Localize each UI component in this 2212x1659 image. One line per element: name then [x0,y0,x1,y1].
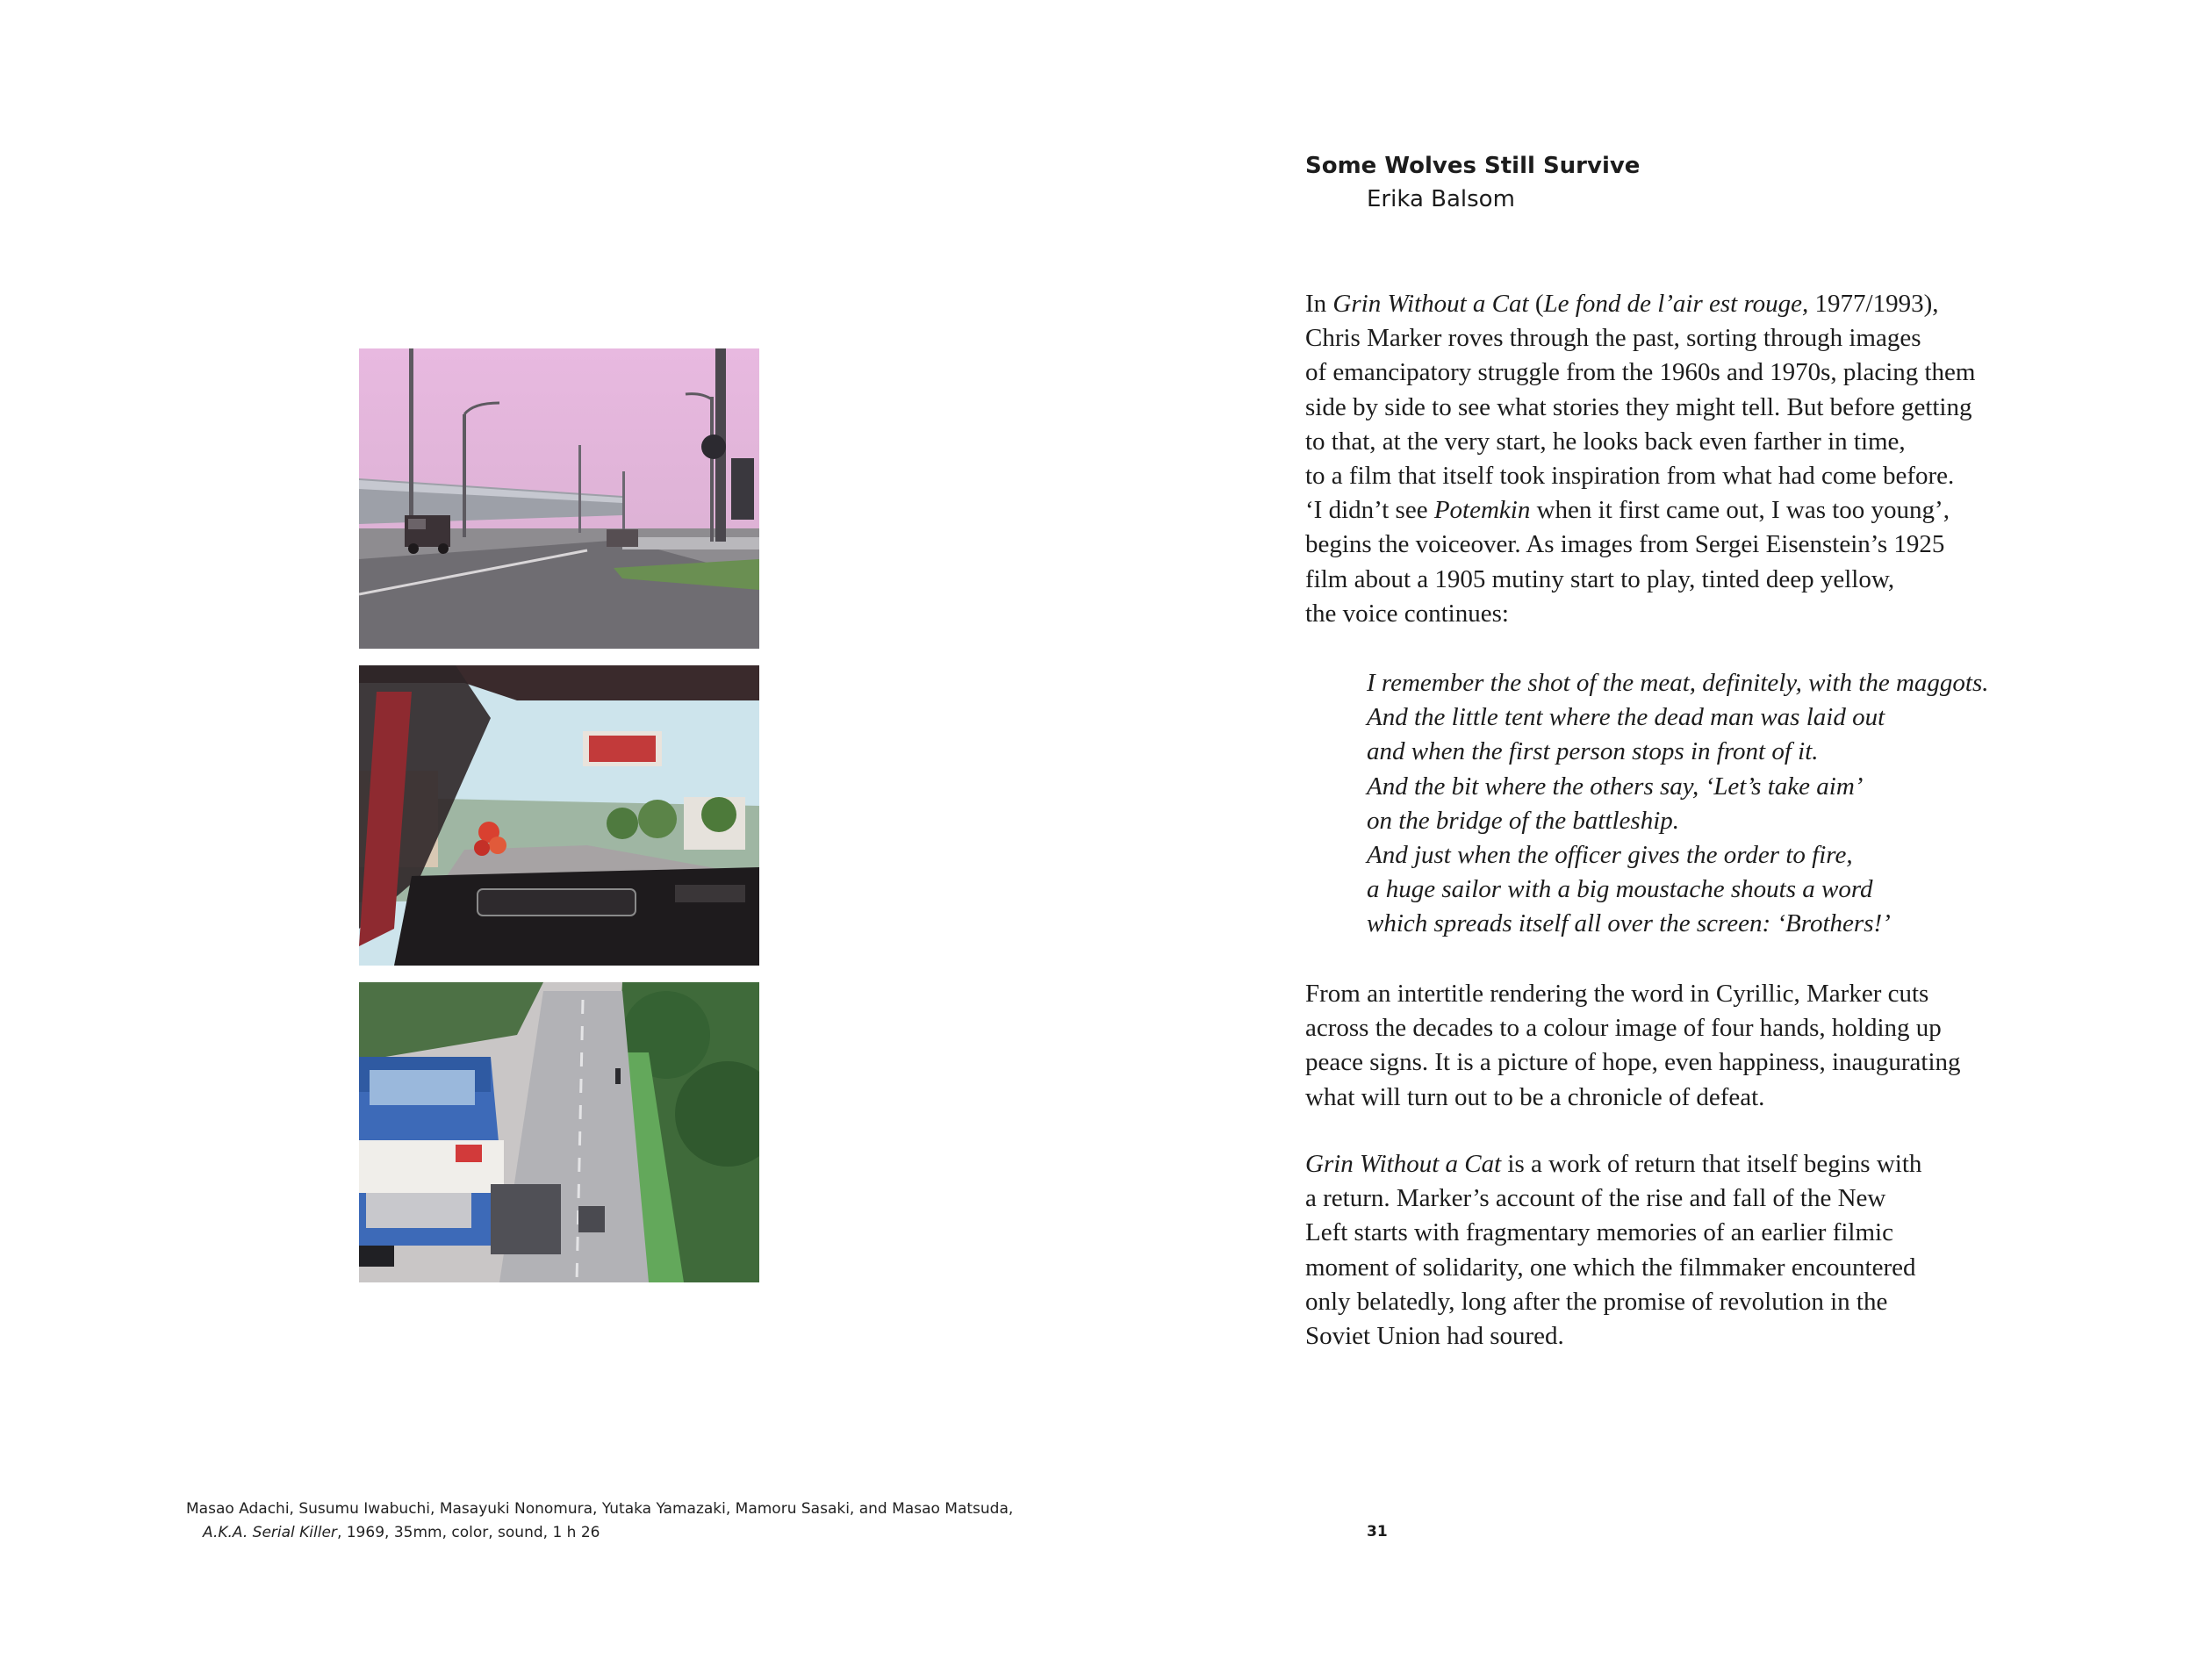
paragraph-1 [1305,287,2095,631]
caption-film-title: A.K.A. Serial Killer [203,1524,337,1541]
quote-line: I remember the shot of the meat, definitely, with the maggots. [1367,669,1989,697]
text-line: across the decades to a colour image of four hands, holding up [1305,1014,1942,1043]
film-title-italic: Grin Without a Cat [1332,290,1529,318]
caption-credits: Masao Adachi, Susumu Iwabuchi, Masayuki Nonomura, Yutaka Yamazaki, Mamoru Sasaki, and Masao Matsuda, [186,1500,1014,1518]
text-line [1305,1147,2095,1181]
text-line: what will turn out to be a chronicle of defeat. [1305,1082,1765,1111]
quote-line: a huge sailor with a big moustache shouts a word [1367,875,1873,904]
text-line: of emancipatory struggle from the 1960s and 1970s, placing them [1305,358,1976,387]
text-line: to that, at the very start, he looks back even farther in time, [1305,427,1906,456]
text-line: the voice continues: [1305,599,1509,628]
quote-line: And just when the officer gives the order to fire, [1367,841,1853,870]
block-quote [1367,666,2157,942]
text-line: a return. Marker’s account of the rise and fall of the New [1305,1184,1886,1213]
film-title-italic: Le fond de l’air est rouge, [1543,290,1809,318]
text-run: ( [1528,290,1544,318]
text-line [1305,493,2095,528]
caption-film-details [186,1521,1064,1545]
text-line: From an intertitle rendering the word in Cyrillic, Marker cuts [1305,980,1929,1008]
text-run: 1977/1993), [1808,290,1939,318]
text-line [1305,287,2095,321]
truck-road-image [359,982,759,1282]
film-title-italic: Potemkin [1433,496,1531,525]
essay-author: Erika Balsom [1367,186,1515,212]
text-run: ‘I didn’t see [1305,496,1434,525]
quote-line: which spreads itself all over the screen: ‘Brothers!’ [1367,909,1891,938]
film-still-car-interior [359,665,759,966]
text-line: peace signs. It is a picture of hope, even happiness, inaugurating [1305,1048,1961,1077]
text-run: In [1305,290,1333,318]
quote-line: on the bridge of the battleship. [1367,806,1680,835]
paragraph-3 [1305,1147,2095,1354]
text-line: film about a 1905 mutiny start to play, tinted deep yellow, [1305,564,1895,593]
text-line: begins the voiceover. As images from Sergei Eisenstein’s 1925 [1305,530,1945,559]
highway-image [359,348,759,649]
caption-film-specs: , 1969, 35mm, color, sound, 1 h 26 [336,1524,600,1541]
text-line: moment of solidarity, one which the filmmaker encountered [1305,1253,1916,1282]
paragraph-2 [1305,977,2095,1115]
page-number: 31 [1367,1523,1388,1540]
film-still-truck-road [359,982,759,1282]
quote-line: And the little tent where the dead man was laid out [1367,703,1885,732]
text-line: side by side to see what stories they might tell. But before getting [1305,392,1972,421]
film-title-italic: Grin Without a Cat [1305,1150,1502,1178]
quote-line: and when the first person stops in front of it. [1367,737,1819,766]
text-line: to a film that itself took inspiration from what had come before. [1305,462,1955,491]
essay-title: Some Wolves Still Survive [1305,153,1641,179]
car-interior-image [359,665,759,966]
text-line: Chris Marker roves through the past, sorting through images [1305,324,1921,353]
film-still-highway [359,348,759,649]
text-run: is a work of return that itself begins with [1501,1150,1922,1178]
text-run: when it first came out, I was too young’, [1530,496,1950,525]
text-line: Left starts with fragmentary memories of an earlier filmic [1305,1218,1893,1247]
quote-line: And the bit where the others say, ‘Let’s take aim’ [1367,772,1864,801]
text-line: Soviet Union had soured. [1305,1322,1564,1351]
figure-caption [186,1497,1064,1545]
text-line: only belatedly, long after the promise of revolution in the [1305,1287,1888,1316]
